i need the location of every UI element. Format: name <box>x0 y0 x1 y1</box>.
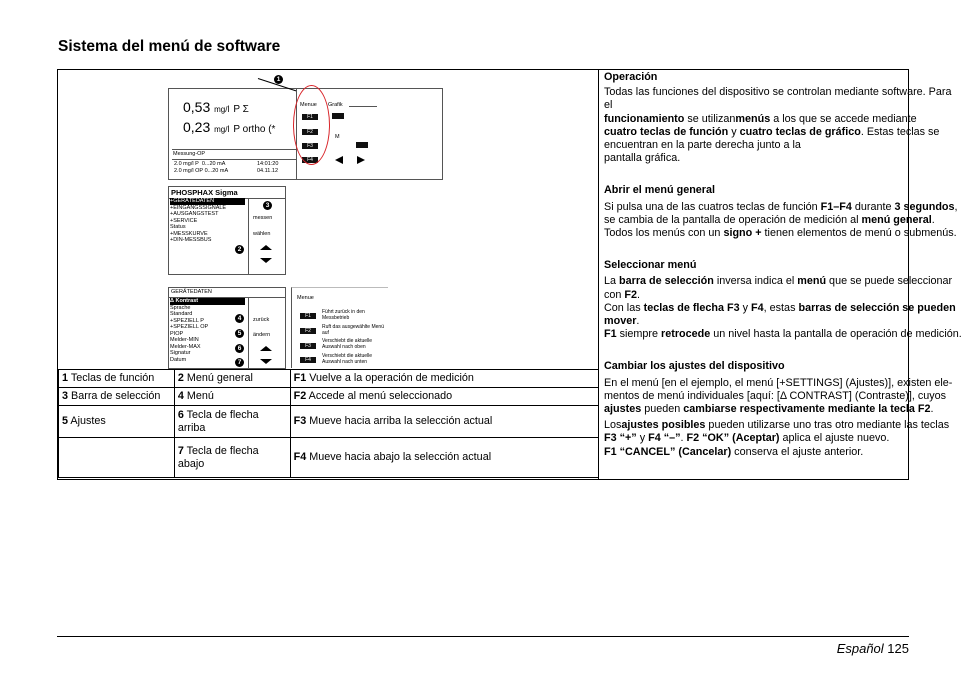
arrow-down-icon[interactable] <box>260 258 272 263</box>
change-button[interactable]: ändern <box>253 332 271 338</box>
row-label: 2.0 mg/l P <box>174 161 199 167</box>
f3-key[interactable]: F3 <box>300 343 316 349</box>
menu-label: Menue <box>300 102 317 108</box>
menu-item-selected[interactable]: Δ Kontrast <box>170 298 245 305</box>
callout-4: 4 <box>235 314 244 323</box>
paragraph: Losajustes posibles pueden utilizarse uno tras otro mediante las teclas F3 “+” y F4 “–”. F2 “OK” (Aceptar) aplica el ajuste nuevo. F1 “CANCEL” (Cancelar) conserva el ajuste anterior. <box>604 419 950 458</box>
time: 14:01:20 <box>257 161 279 167</box>
unit-l: l <box>227 124 230 134</box>
page-title: Sistema del menú de software <box>58 38 281 55</box>
select-button[interactable]: wählen <box>253 231 271 237</box>
menu-item[interactable]: +SPEZIELL P <box>170 317 204 324</box>
menu-item[interactable]: Signatur <box>170 350 191 356</box>
f4-key[interactable]: F4 <box>300 357 316 363</box>
table-row: 5 Ajustes 6 Tecla de flecha arriba F3 Mueve hacia arriba la selección actual <box>59 406 599 438</box>
menu-item[interactable]: Melder-MAX <box>170 343 201 350</box>
menu-title: PHOSPHAX Sigma <box>169 187 285 199</box>
callout-2: 2 <box>235 245 244 254</box>
key-legend-screen <box>291 287 388 368</box>
instructions-column <box>604 71 962 459</box>
footer-language: Español <box>836 641 884 656</box>
menu-item[interactable]: +SPEZIELL OP <box>170 324 209 330</box>
param-label: P Σ <box>233 104 249 115</box>
arrow-up-icon[interactable] <box>260 245 272 250</box>
arrow-right-icon[interactable] <box>357 156 365 164</box>
callout-6: 6 <box>235 344 244 353</box>
page-footer <box>837 641 909 656</box>
arrow-up-icon[interactable] <box>260 346 272 351</box>
callout-3: 3 <box>263 201 272 210</box>
table-row: 3 Barra de selección 4 Menú F2 Accede al menú seleccionado <box>59 388 599 406</box>
row-value: 0...20 mA <box>204 167 229 174</box>
callout-7: 7 <box>235 358 244 367</box>
f1-key[interactable]: F1 <box>300 313 316 319</box>
callout-5: 5 <box>235 329 244 338</box>
arrow-down-icon[interactable] <box>260 359 272 364</box>
submenu-title: GERÄTEDATEN <box>169 288 285 298</box>
menu-item[interactable]: +DIN-MESSBUS <box>170 237 212 243</box>
heading-change-settings: Cambiar los ajustes del dispositivo <box>604 360 785 373</box>
highlight-ellipse <box>293 85 330 165</box>
status-bar: Messung-OP <box>172 149 296 160</box>
heading-open-menu: Abrir el menú general <box>604 184 716 197</box>
general-menu-screen <box>168 186 286 275</box>
menu-item[interactable]: +SERVICE <box>170 217 198 224</box>
unit-l: l <box>227 104 230 114</box>
measure-button[interactable]: messen <box>253 215 273 221</box>
f4-key[interactable]: F4 <box>302 157 318 163</box>
table-row: 7 Tecla de flecha abajo F4 Mueve hacia abajo la selección actual <box>59 438 599 478</box>
graph-label: Grafik <box>328 102 343 108</box>
device-data-screen <box>168 287 286 369</box>
graph-down-icon[interactable] <box>332 113 344 119</box>
menu-item[interactable]: Melder-MIN <box>170 337 199 343</box>
menu-item[interactable]: +EINGANGSSIGNALE <box>170 204 227 211</box>
f4-description: Verschiebt die aktuelle Auswahl nach unten <box>322 353 373 365</box>
f3-key[interactable]: F3 <box>302 143 318 149</box>
legend-table <box>58 369 599 478</box>
menu-item[interactable]: +AUSGANGSTEST <box>170 211 219 217</box>
menu-item[interactable]: Status <box>170 224 186 230</box>
arrow-left-icon[interactable] <box>335 156 343 164</box>
f1-key[interactable]: F1 <box>302 114 318 120</box>
callout-1: 1 <box>274 75 283 84</box>
menu-item-selected[interactable]: +GERÄTEDATEN <box>170 198 245 205</box>
row-label: 2.0 mg/l OP <box>174 167 204 174</box>
paragraph: La barra de selección inversa indica el menú que se puede seleccionar con F2. Con las teclas de flecha F3 y F4, estas barras de selección se pueden mover. F1 siempre retrocede un nivel hasta la pantalla de operación de medición. <box>604 275 962 341</box>
menu-label: Menue <box>297 295 314 301</box>
param-label: P ortho (* <box>233 124 276 135</box>
m-label: M <box>335 134 340 140</box>
f2-key[interactable]: F2 <box>300 328 316 334</box>
value-p-sigma: 0,53 <box>183 99 211 115</box>
unit: mg/ <box>214 105 228 114</box>
row-value: 0...20 mA <box>201 161 226 167</box>
unit: mg/ <box>214 125 228 134</box>
paragraph: Si pulsa una de las cuatros teclas de función F1–F4 durante 3 segundos, se cambia de la pantalla de operación de medición al menú general. Todos los menús con un signo + tienen elementos de menú o submenús. <box>604 200 958 240</box>
menu-item[interactable]: PIOP <box>170 330 184 337</box>
paragraph: Todas las funciones del dispositivo se controlan mediante software. Para el funcionamiento se utilizanmenús a los que se accede mediante cuatro teclas de función y cuatro teclas de gráfico. Estas teclas se encuentran en la parte derecha junto a la pantalla gráfica. <box>604 86 952 165</box>
table-row: 1 Teclas de función 2 Menú general F1 Vuelve a la operación de medición <box>59 370 599 388</box>
menu-item[interactable]: Sprache <box>170 304 191 311</box>
f1-description: Führt zurück in den Messbetrieb <box>322 309 365 321</box>
f2-description: Ruft das ausgewählte Menü auf <box>322 324 384 336</box>
f3-description: Verschiebt die aktuelle Auswahl nach oben <box>322 338 373 350</box>
content-frame <box>57 69 962 480</box>
graph-close-icon[interactable] <box>356 142 368 148</box>
f2-key[interactable]: F2 <box>302 129 318 135</box>
date: 04.11.12 <box>257 167 279 174</box>
menu-item[interactable]: Datum <box>170 356 187 363</box>
heading-select-menu: Seleccionar menú <box>604 259 697 272</box>
heading-operation: Operación <box>604 71 658 83</box>
menu-item[interactable]: +MESSKURVE <box>170 230 208 237</box>
paragraph: En el menú [en el ejemplo, el menú [+SETTINGS] (Ajustes)], existen ele-mentos de menú individuales [aquí: [Δ CONTRAST] (Contraste)], cuyos ajustes pueden cambiarse respectivamente mediante la tecla F2. <box>604 376 953 416</box>
page-number: 125 <box>887 641 909 656</box>
value-p-ortho: 0,23 <box>183 119 211 135</box>
menu-item[interactable]: Standard <box>170 311 193 317</box>
back-button[interactable]: zurück <box>253 317 270 323</box>
footer-rule <box>57 636 909 637</box>
